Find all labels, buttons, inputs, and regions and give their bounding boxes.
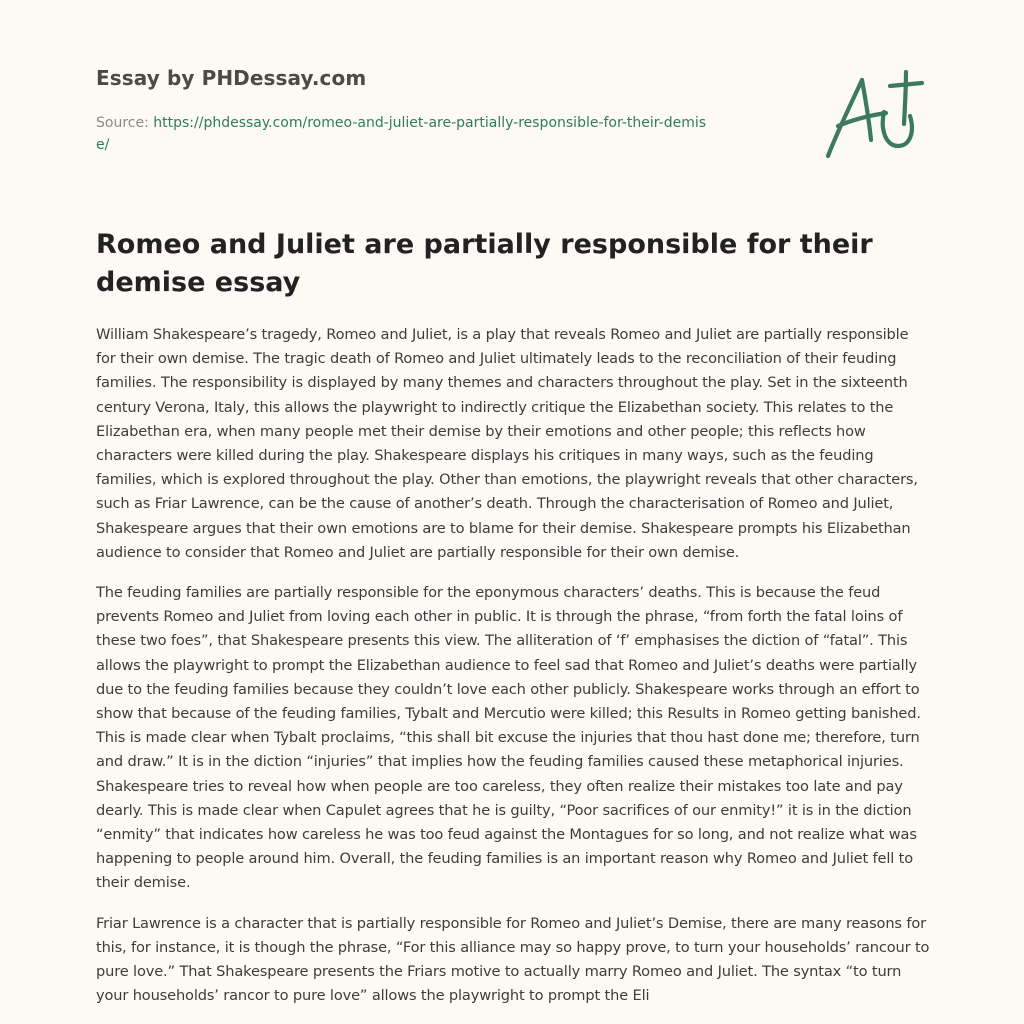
a-plus-grade-icon	[822, 66, 926, 166]
source-label: Source:	[96, 115, 149, 131]
source-line	[96, 112, 716, 156]
essay-title: Romeo and Juliet are partially responsible for their demise essay	[96, 229, 873, 298]
essay-paragraph: The feuding families are partially responsible for the eponymous characters’ deaths. This is because the feud prevents Romeo and Juliet from loving each other in public. It is through the phrase, “from forth the fatal loins of these two foes”, that Shakespeare presents this view. The alliteration of ‘f’ emphasises the diction of “fatal”. This allows the playwright to prompt the Elizabethan audience to feel sad that Romeo and Juliet’s deaths were partially due to the feuding families because they couldn’t love each other publicly. Shakespeare works through an effort to show that because of the feuding families, Tybalt and Mercutio were killed; this Results in Romeo getting banished. This is made clear when Tybalt proclaims, “this shall bit excuse the injuries that thou hast done me; therefore, turn and draw.” It is in the diction “injuries” that implies how the feuding families caused these metaphorical injuries. Shakespeare tries to reveal how when people are too careless, they often realize their mistakes too late and pay dearly. This is made clear when Capulet agrees that he is guilty, “Poor sacrifices of our enmity!” it is in the diction “enmity” that indicates how careless he was too feud against the Montagues for so long, and not realize what was happening to people around him. Overall, the feuding families is an important reason why Romeo and Juliet fell to their demise.	[96, 584, 921, 892]
essay-paragraph: Friar Lawrence is a character that is partially responsible for Romeo and Juliet’s Demise, there are many reasons for this, for instance, it is though the phrase, “For this alliance may so happy prove, to turn your households’ rancour to pure love.” That Shakespeare presents the Friars motive to actually marry Romeo and Juliet. The syntax “to turn your households’ rancor to pure love” allows the playwright to prompt the Eli	[96, 914, 930, 1005]
source-link[interactable]: https://phdessay.com/romeo-and-juliet-are-partially-responsible-for-their-demise/	[96, 115, 707, 153]
essay-paragraph: William Shakespeare’s tragedy, Romeo and Juliet, is a play that reveals Romeo and Juliet are partially responsible for their own demise. The tragic death of Romeo and Juliet ultimately leads to the reconciliation of their feuding families. The responsibility is displayed by many themes and characters throughout the play. Set in the sixteenth century Verona, Italy, this allows the playwright to indirectly critique the Elizabethan society. This relates to the Elizabethan era, when many people met their demise by their emotions and other people; this reflects how characters were killed during the play. Shakespeare displays his critiques in many ways, such as the feuding families, which is explored throughout the play. Other than emotions, the playwright reveals that other characters, such as Friar Lawrence, can be the cause of another’s death. Through the characterisation of Romeo and Juliet, Shakespeare argues that their own emotions are to blame for their demise. Shakespeare prompts his Elizabethan audience to consider that Romeo and Juliet are partially responsible for their own demise.	[96, 326, 918, 561]
essay-body	[96, 323, 932, 1024]
site-brand: Essay by PHDessay.com	[96, 66, 367, 90]
